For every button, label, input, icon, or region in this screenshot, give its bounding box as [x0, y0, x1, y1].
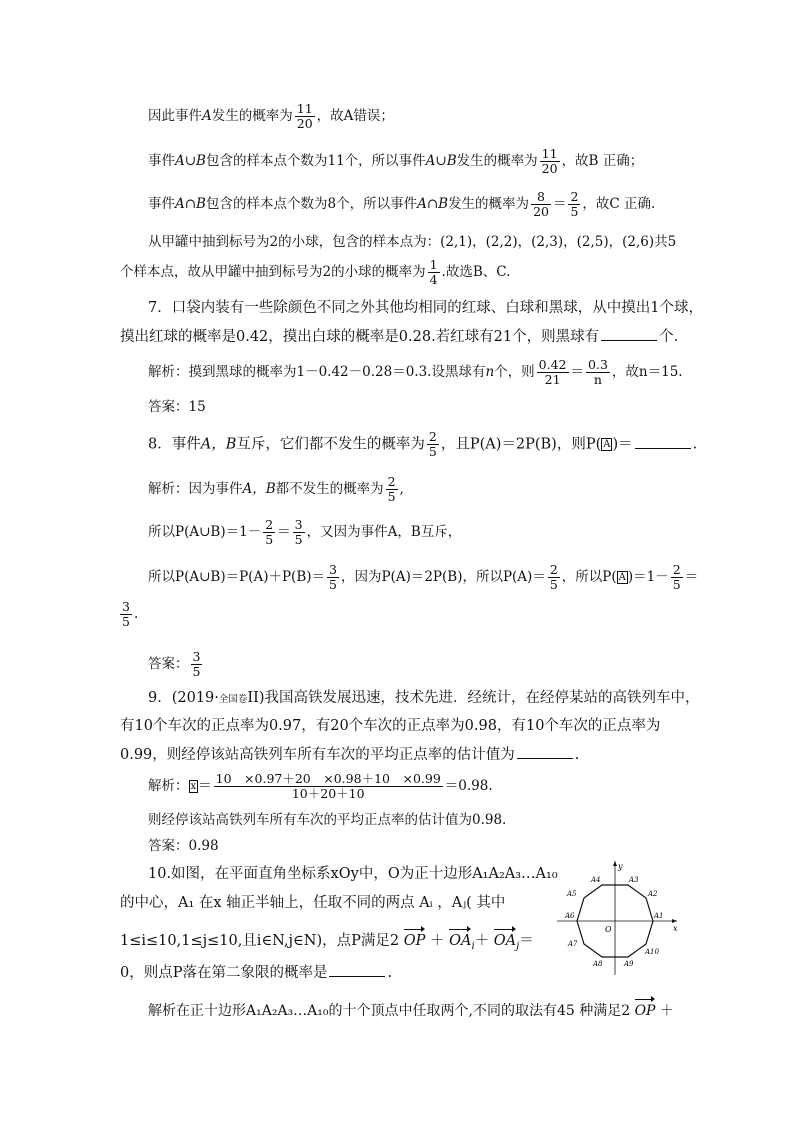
vertex-label: A9 [624, 960, 634, 968]
q9-solution: 解析： x ＝ $\frac{10 \times 0.97+20 \times 0.98+10 \times 0.99}{10+20+10}$ ＝0.98. [148, 771, 493, 801]
q8-line-1: 8．事件A，B互斥，它们都不发生的概率为 $\frac{2}{5}$ ，且P(A)＝2P(B)，则P( A )＝ . [148, 429, 698, 459]
vertex-label: A3 [629, 876, 639, 884]
vertex-label: A8 [593, 960, 603, 968]
sol-line-3: 事件A∩B包含的样本点个数为8个，所以事件A∩B发生的概率为 $\frac{8}{20}$ ＝ $\frac{2}{5}$ ，故C 正确. [148, 189, 656, 219]
q10-line-1: 10.如图，在平面直角坐标系xOy中，O为正十边形A₁A₂A₃…A₁₀ [148, 866, 558, 882]
complement-box: A [603, 439, 611, 450]
q7-line-2: 摸出红球的概率是0.42，摸出白球的概率是0.28.若红球有21个，则黑球有 个. [120, 326, 678, 347]
q9-answer: 答案：0.98 [148, 838, 219, 854]
fraction: $\frac{11}{20}$ [296, 101, 313, 131]
fraction: $\frac{3}{5}$ [122, 599, 130, 629]
q10-solution: 解析在正十边形A₁A₂A₃…A₁₀的十个顶点中任取两个,不同的取法有45 种满足2 OP ＋ [148, 996, 674, 1021]
q8-solution-2: 所以P(A∪B)＝1－ $\frac{2}{5}$ ＝ $\frac{3}{5}$ ，又因为事件A，B互斥， [148, 517, 462, 547]
vertex-label: A7 [568, 940, 578, 948]
axis-x-label: x [673, 924, 678, 933]
sol-line-2: 事件A∪B包含的样本点个数为11个，所以事件A∪B发生的概率为 $\frac{11}{20}$ ，故B 正确； [148, 146, 644, 176]
fraction: $\frac{0.3}{n}$ [588, 357, 608, 387]
fraction: $\frac{0.42}{21}$ [538, 357, 567, 387]
fraction: $\frac{2}{5}$ [428, 429, 437, 459]
vector-op: OP [635, 996, 656, 1021]
fraction: $\frac{8}{20}$ [533, 189, 549, 219]
q8-solution-4: $\frac{3}{5}$ . [122, 599, 139, 629]
q9-line-1: 9．(2019·全国卷II)我国高铁发展迅速，技术先进．经统计，在经停某站的高铁列车中， [148, 690, 700, 706]
vector-oaj: OA [494, 926, 516, 951]
q8-solution-1: 解析：因为事件A，B都不发生的概率为 $\frac{2}{5}$ , [148, 474, 404, 504]
mean-box: x [190, 781, 197, 792]
vertex-label: A5 [567, 890, 577, 898]
sol-line-1: 因此事件A发生的概率为 $\frac{11}{20}$ ，故A错误； [148, 101, 394, 131]
x-axis-arrow [672, 919, 677, 923]
q10-line-3: 1≤i≤10,1≤j≤10,且i∈N,j∈N)，点P满足2 OP ＋ $OA_i+ OA_j=$ [120, 926, 534, 957]
sol-line-5: 个样本点，故从甲罐中抽到标号为2的小球的概率为 $\frac{1}{4}$ .故选B、C. [120, 257, 511, 287]
sol-line-4: 从甲罐中抽到标号为2的小球，包含的样本点为：(2,1)，(2,2)，(2,3)，(2,5)，(2,6)共5 [148, 234, 677, 250]
q10-line-4: 0，则点P落在第二象限的概率是 . [120, 962, 392, 983]
q9-line-2: 有10个车次的正点率为0.97，有20个车次的正点率为0.98，有10个车次的正点率为 [120, 718, 661, 734]
fraction: $\frac{10 \times 0.97+20 \times 0.98+10 \times 0.99}{10+20+10}$ [215, 771, 441, 801]
fraction: $\frac{2}{5}$ [387, 474, 396, 504]
q7-solution: 解析：摸到黑球的概率为1－0.42－0.28＝0.3.设黑球有n个，则 $\frac{0.42}{21}$ ＝ $\frac{0.3}{n}$ ，故n＝15. [148, 357, 683, 387]
q8-answer: 答案： $\frac{3}{5}$ [148, 649, 201, 679]
q10-line-2: 的中心，A₁ 在x 轴正半轴上，任取不同的两点 Aᵢ ，Aⱼ( 其中 [120, 895, 506, 911]
vertex-label: A4 [591, 876, 601, 884]
q7-line-1: 7．口袋内装有一些除颜色不同之外其他均相同的红球、白球和黑球，从中摸出1个球， [148, 300, 703, 316]
vertex-label: A6 [565, 912, 575, 920]
vector-oai: OA [449, 926, 471, 951]
fraction: $\frac{1}{4}$ [429, 257, 438, 287]
q8-solution-3: 所以P(A∪B)＝P(A)＋P(B)＝ $\frac{3}{5}$ ，因为P(A)＝2P(B)，所以P(A)＝ $\frac{2}{5}$ ，所以P( A )＝1－ $\frac{2}{5}$ ＝ [148, 562, 699, 592]
q7-answer: 答案：15 [148, 399, 206, 415]
fraction: $\frac{2}{5}$ [672, 562, 681, 592]
axis-y-label: y [618, 862, 623, 871]
q9-line-3: 0.99，则经停该站高铁列车所有车次的平均正点率的估计值为 . [120, 744, 579, 765]
fraction: $\frac{11}{20}$ [541, 146, 558, 176]
answer-blank[interactable] [635, 434, 691, 449]
fraction: $\frac{3}{5}$ [192, 649, 201, 679]
vertex-label: A2 [648, 890, 658, 898]
vertex-label: A10 [645, 948, 659, 956]
fraction: $\frac{3}{5}$ [329, 562, 337, 592]
complement-box: A [618, 572, 626, 583]
fraction: $\frac{3}{5}$ [294, 517, 303, 547]
answer-blank[interactable] [517, 744, 573, 759]
fraction: $\frac{2}{5}$ [570, 189, 579, 219]
vector-op: OP [404, 926, 426, 951]
fraction: $\frac{2}{5}$ [549, 562, 558, 592]
vertex-label: A1 [654, 912, 664, 920]
origin-label: O [605, 925, 612, 934]
y-axis-arrow [613, 861, 617, 866]
decagon-figure [553, 858, 683, 978]
answer-blank[interactable] [329, 962, 385, 977]
fraction: $\frac{2}{5}$ [265, 517, 274, 547]
q9-solution-2: 则经停该站高铁列车所有车次的平均正点率的估计值为0.98. [148, 812, 507, 828]
answer-blank[interactable] [601, 326, 657, 341]
